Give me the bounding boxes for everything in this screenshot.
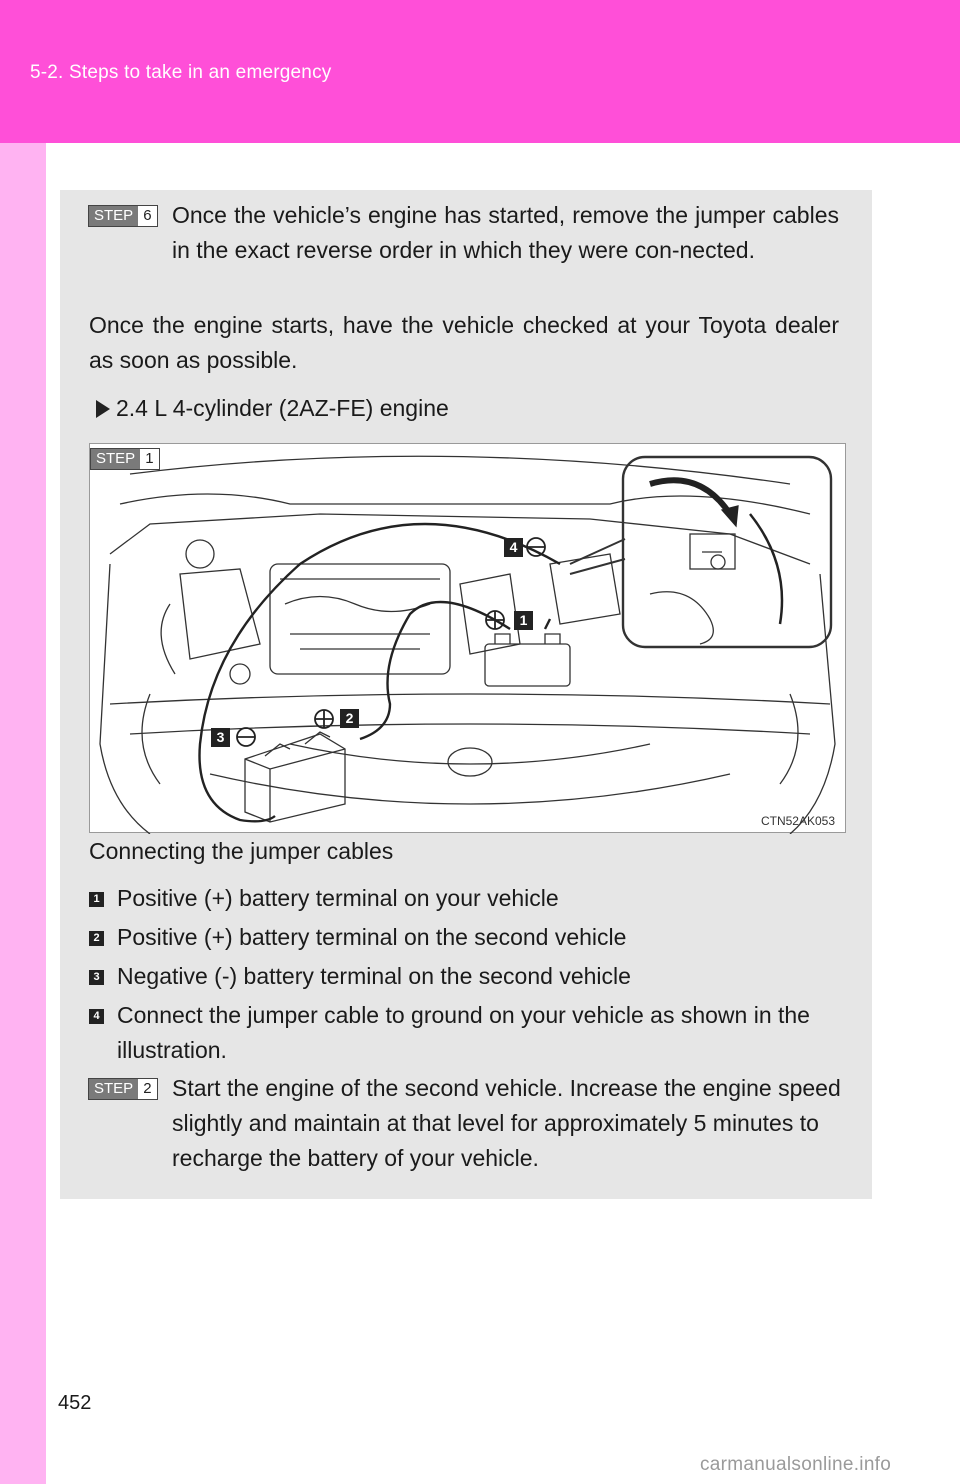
dealer-check-note: Once the engine starts, have the vehicle checked at your Toyota dealer as soon as possible.: [89, 312, 839, 373]
legend-number-1: 1: [89, 892, 104, 907]
step-badge-number: 1: [140, 449, 158, 469]
jumper-cable-illustration: [89, 443, 846, 833]
callout-2: 2: [340, 709, 359, 728]
side-band: [0, 143, 46, 1484]
legend-number-2: 2: [89, 931, 104, 946]
legend-item-4: Connect the jumper cable to ground on your vehicle as shown in the illustration.: [117, 1002, 810, 1063]
triangle-bullet-icon: [96, 400, 110, 418]
engine-bay-drawing: [90, 444, 847, 834]
step-6-text: Once the vehicle’s engine has started, remove the jumper cables in the exact reverse order in which they were con-nected.: [172, 202, 839, 263]
step-badge-number: 6: [138, 206, 156, 226]
step-2-text: Start the engine of the second vehicle. Increase the engine speed slightly and maintain at that level for approximately 5 minutes to recharge the battery of your vehicle.: [172, 1075, 841, 1171]
watermark: carmanualsonline.info: [700, 1454, 892, 1475]
engine-heading: 2.4 L 4-cylinder (2AZ-FE) engine: [116, 395, 449, 421]
callout-4: 4: [504, 538, 523, 557]
legend-item-2: Positive (+) battery terminal on the second vehicle: [117, 924, 627, 950]
step-2-badge: [88, 1078, 158, 1100]
section-title: 5-2. Steps to take in an emergency: [30, 62, 332, 83]
callout-1: 1: [514, 611, 533, 630]
figure-caption: Connecting the jumper cables: [89, 838, 394, 864]
step-badge-number: 2: [138, 1079, 156, 1099]
legend-number-4: 4: [89, 1009, 104, 1024]
legend-item-1: Positive (+) battery terminal on your vehicle: [117, 885, 559, 911]
callout-3: 3: [211, 728, 230, 747]
step-badge-word: STEP: [89, 1079, 138, 1099]
step-badge-word: STEP: [91, 449, 140, 469]
page-number: 452: [58, 1392, 92, 1414]
step-1-badge: [90, 448, 160, 470]
legend-item-3: Negative (-) battery terminal on the second vehicle: [117, 963, 631, 989]
legend-number-3: 3: [89, 970, 104, 985]
step-badge-word: STEP: [89, 206, 138, 226]
figure-code: CTN52AK053: [760, 814, 835, 828]
step-6-badge: [88, 205, 158, 227]
